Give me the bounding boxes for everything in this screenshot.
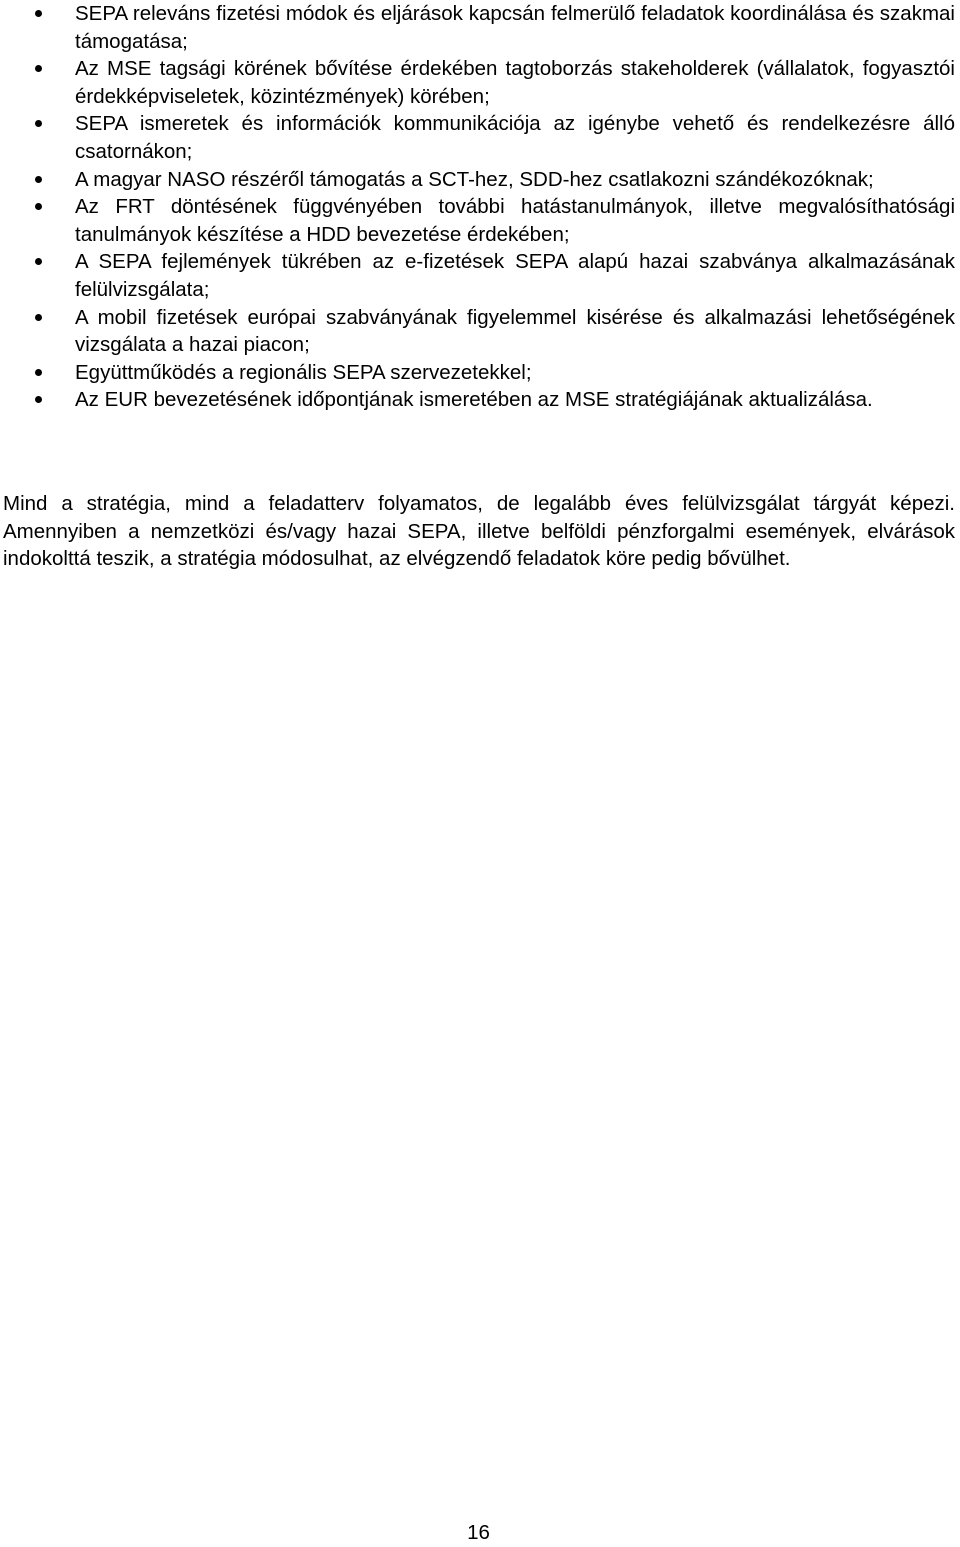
bullet-item: [0, 386, 955, 414]
bullet-icon: [35, 65, 42, 72]
bullet-item: [0, 193, 955, 248]
page-number-text: 16: [467, 1521, 490, 1544]
bullet-item: [0, 55, 955, 110]
task-bullet-list: [0, 0, 955, 414]
bullet-item: [0, 304, 955, 359]
bullet-icon: [35, 10, 42, 17]
bullet-text: Az EUR bevezetésének időpontjának ismeretében az MSE stratégiájának aktualizálása.: [75, 388, 873, 412]
bullet-text: SEPA ismeretek és információk kommunikációja az igénybe vehető és rendelkezésre álló csatornákon;: [75, 112, 955, 163]
bullet-text: SEPA releváns fizetési módok és eljárások kapcsán felmerülő feladatok koordinálása és szakmai támogatása;: [75, 2, 955, 53]
bullet-icon: [35, 176, 42, 183]
bullet-icon: [35, 120, 42, 127]
bullet-item: [0, 166, 955, 194]
body-paragraph: Mind a stratégia, mind a feladatterv folyamatos, de legalább éves felülvizsgálat tárgyát képezi. Amennyiben a nemzetközi és/vagy hazai SEPA, illetve belföldi pénzforgalmi események, elvárások indokolttá teszik, a stratégia módosulhat, az elvégzendő feladatok köre pedig bővülhet.: [3, 492, 955, 571]
bullet-text: A mobil fizetések európai szabványának figyelemmel kisérése és alkalmazási lehetőségének vizsgálata a hazai piacon;: [75, 305, 955, 357]
bullet-icon: [35, 258, 42, 265]
bullet-item: [0, 0, 955, 55]
bullet-icon: [35, 396, 42, 403]
bullet-icon: [35, 314, 42, 321]
bullet-text: A magyar NASO részéről támogatás a SCT-hez, SDD-hez csatlakozni szándékozóknak;: [75, 167, 874, 191]
bullet-text: Együttműködés a regionális SEPA szervezetekkel;: [75, 360, 532, 384]
bullet-text: A SEPA fejlemények tükrében az e-fizetések SEPA alapú hazai szabványa alkalmazásának felülvizsgálata;: [75, 250, 955, 301]
bullet-text: Az FRT döntésének függvényében további hatástanulmányok, illetve megvalósíthatósági tanulmányok készítése a HDD bevezetése érdekében;: [75, 195, 955, 246]
bullet-item: [0, 248, 955, 303]
bullet-item: [0, 359, 955, 387]
bullet-text: Az MSE tagsági körének bővítése érdekében tagtoborzás stakeholderek (vállalatok, fogyasztói érdekképviseletek, közintézmények) körében;: [75, 57, 955, 108]
page-number: [0, 1519, 960, 1547]
bullet-item: [0, 110, 955, 165]
bullet-icon: [35, 369, 42, 376]
bullet-icon: [35, 203, 42, 210]
